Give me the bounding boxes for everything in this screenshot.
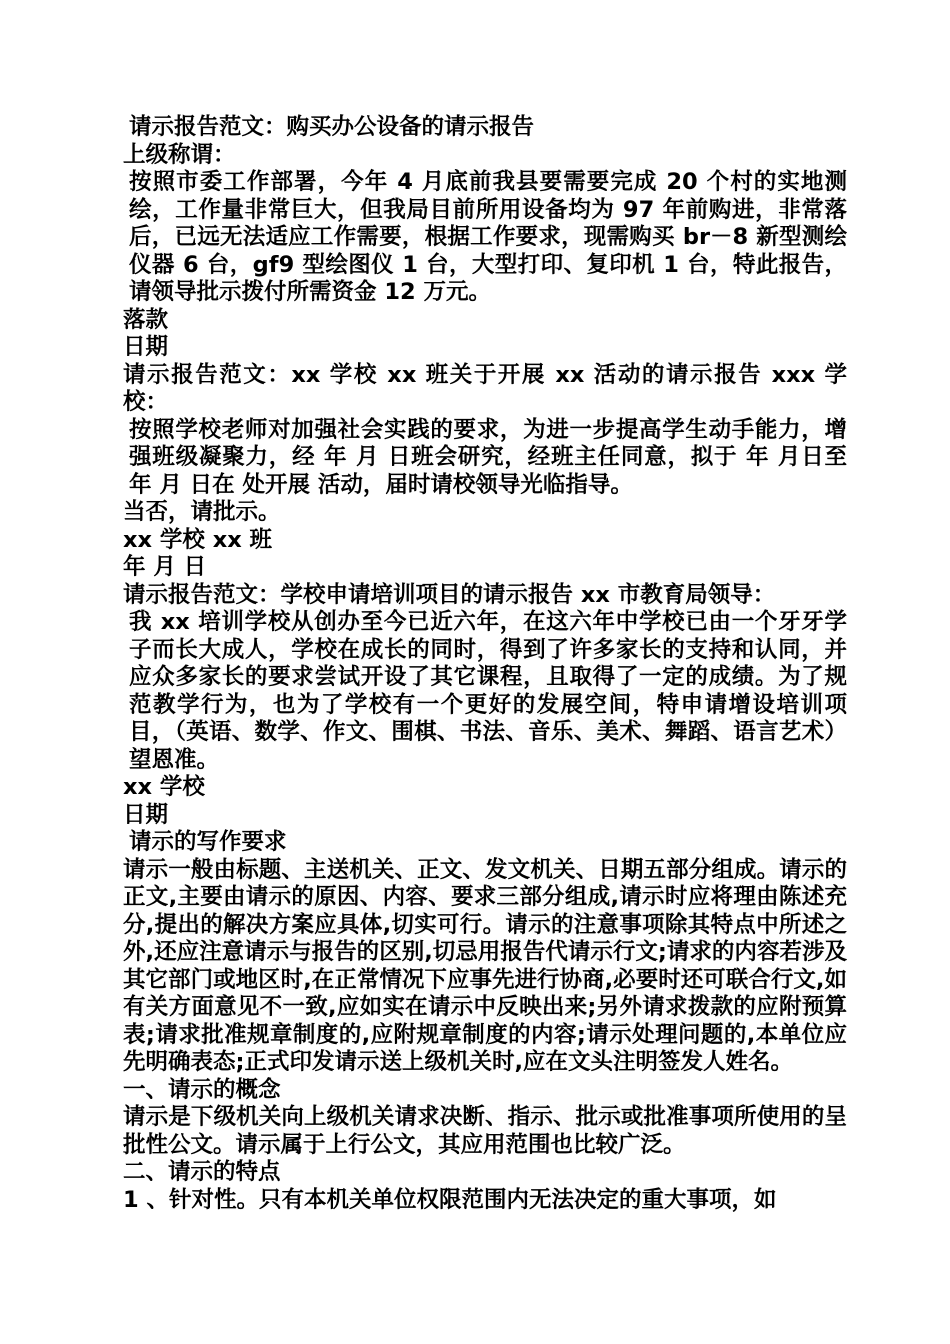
section2-signature: xx 学校 xx 班 bbox=[123, 526, 273, 553]
section1-title: 请示报告范文：购买办公设备的请示报告 bbox=[129, 114, 535, 140]
section6-item-1: 1 、针对性。只有本机关单位权限范围内无法决定的重大事项，如 bbox=[123, 1186, 777, 1213]
section3-title: 请示报告范文：学校申请培训项目的请示报告 xx 市教育局领导： bbox=[123, 581, 776, 608]
section3-date: 日期 bbox=[123, 801, 169, 828]
section1-signature: 落款 bbox=[123, 306, 169, 333]
section2-title: 请示报告范文：xx 学校 xx 班关于开展 xx 活动的请示报告 xxx 学校： bbox=[123, 361, 847, 415]
section4-title: 请示的写作要求 bbox=[129, 829, 287, 855]
section5-title: 一、请示的概念 bbox=[123, 1076, 281, 1103]
section1-salutation: 上级称谓： bbox=[123, 141, 236, 168]
section3-signature: xx 学校 bbox=[123, 774, 205, 800]
section2-date: 年 月 日 bbox=[123, 554, 207, 580]
section2-body: 按照学校老师对加强社会实践的要求，为进一步提高学生动手能力，增强班级凝聚力，经 年 月 日班会研究，经班主任同意，拟于 年 月日至 年 月 日在 处开展 活动，届时请校领导光临指导。 bbox=[129, 416, 855, 498]
section1-date: 日期 bbox=[123, 334, 169, 360]
section1-body: 按照市委工作部署，今年 4 月底前我县要需要完成 20 个村的实地测绘，工作量非常巨大，但我局目前所用设备均为 97 年前购进，非常落后，已远无法适应工作需要，根据工作要求，现需购买 br－8 新型测绘仪器 6 台，gf9 型绘图仪 1 台，大型打印、复印机 1 台，特此报告，请领导批示拨付所需资金 12 万元。 bbox=[129, 169, 847, 305]
section4-body: 请示一般由标题、主送机关、正文、发文机关、日期五部分组成。请示的正文,主要由请示的原因、内容、要求三部分组成,请示时应将理由陈述充分,提出的解决方案应具体,切实可行。请示的注意事项除其特点中所述之外,还应注意请示与报告的区别,切忌用报告代请示行文;请求的内容若涉及其它部门或地区时,在正常情况下应事先进行协商,必要时还可联合行文,如有关方面意见不一致,应如实在请示中反映出来;另外请求拨款的应附预算表;请求批准规章制度的,应附规章制度的内容;请示处理问题的,本单位应先明确表态;正式印发请示送上级机关时,应在文头注明签发人姓名。 bbox=[123, 856, 847, 1075]
section5-body: 请示是下级机关向上级机关请求决断、指示、批示或批准事项所使用的呈批性公文。请示属于上行公文，其应用范围也比较广泛。 bbox=[123, 1104, 847, 1158]
section3-body: 我 xx 培训学校从创办至今已近六年，在这六年中学校已由一个牙牙学子而长大成人，学校在成长的同时，得到了许多家长的支持和认同，并应众多家长的要求尝试开设了其它课程，且取得了一定的成绩。为了规范教学行为，也为了学校有一个更好的发展空间，特申请增设培训项目，（英语、数学、作文、围棋、书法、音乐、美术、舞蹈、语言艺术）望恩准。 bbox=[129, 609, 847, 773]
section2-closing: 当否，请批示。 bbox=[123, 499, 281, 525]
document-page bbox=[117, 114, 855, 1214]
section6-title: 二、请示的特点 bbox=[123, 1159, 281, 1185]
